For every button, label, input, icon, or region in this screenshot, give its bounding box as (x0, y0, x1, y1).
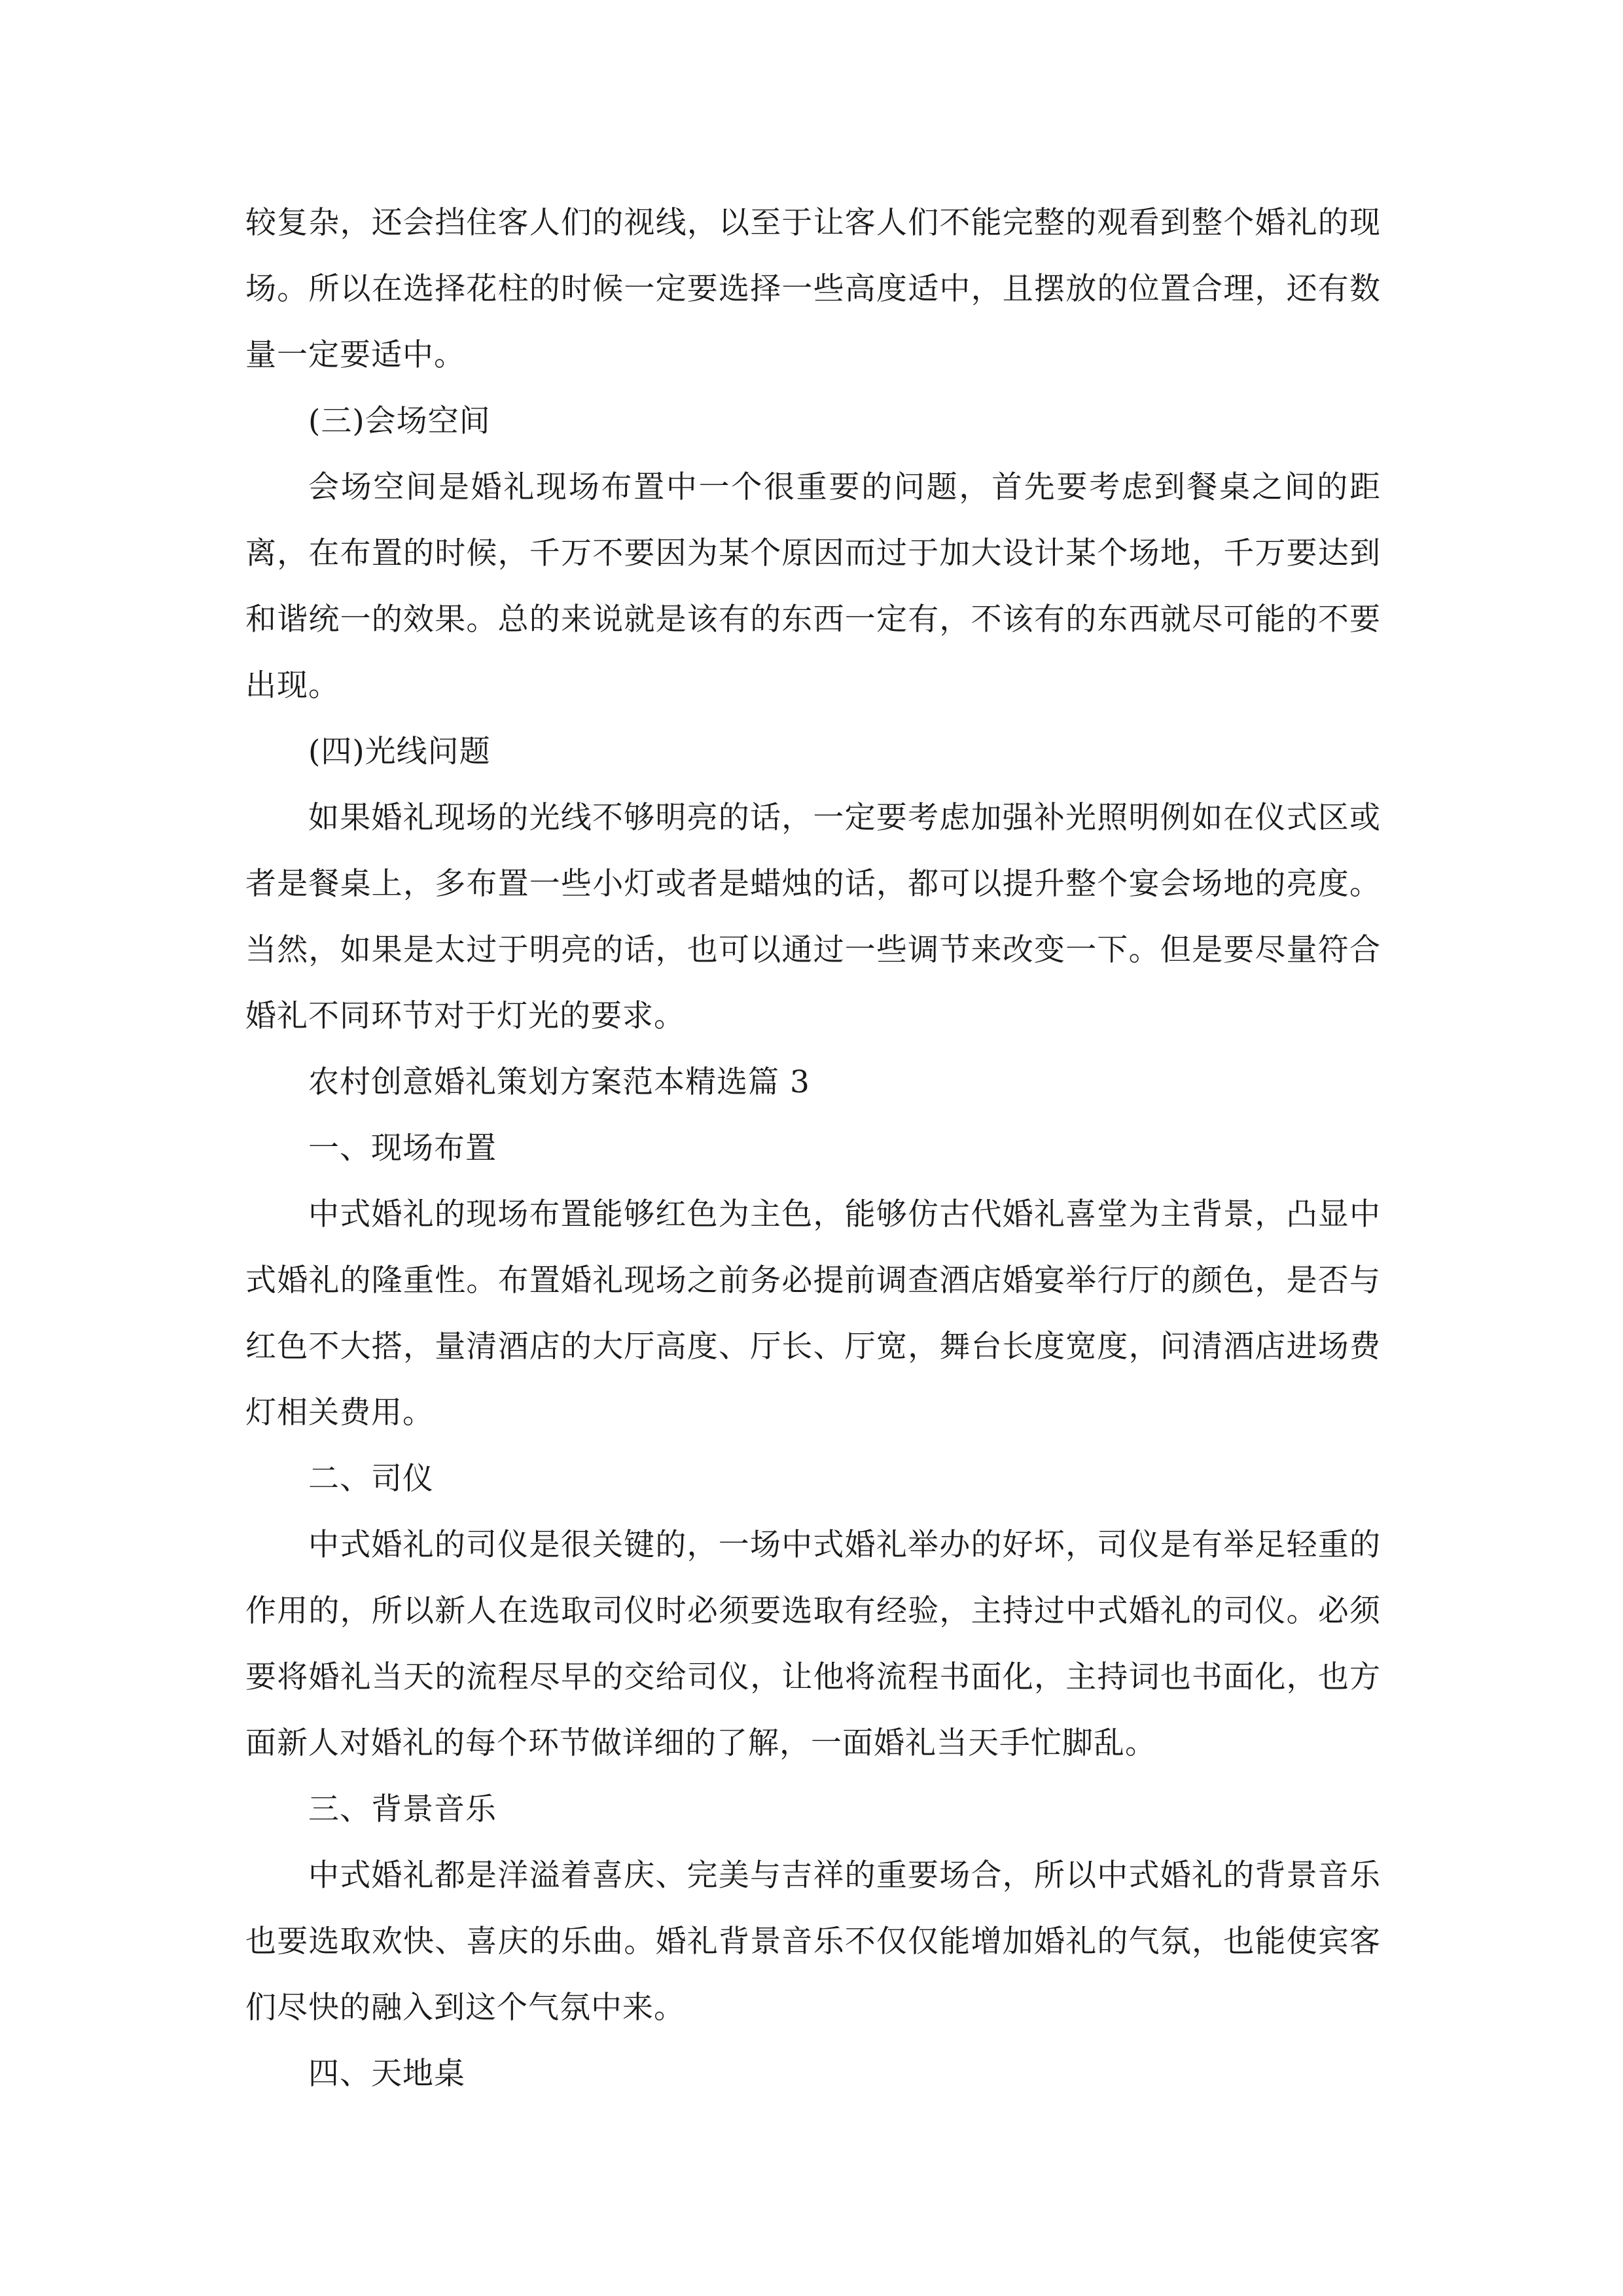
article-title: 农村创意婚礼策划方案范本精选篇 3 (308, 1064, 810, 1100)
section-paragraph-venue-space: 会场空间是婚礼现场布置中一个很重要的问题，首先要考虑到餐桌之间的距离，在布置的时候，千万不要因为某个原因而过于加大设计某个场地，千万要达到和谐统一的效果。总的来说就是该有的东西一定有，不该有的东西就尽可能的不要出现。 (245, 469, 1381, 704)
part-paragraph-music: 中式婚礼都是洋溢着喜庆、完美与吉祥的重要场合，所以中式婚礼的背景音乐也要选取欢快、喜庆的乐曲。婚礼背景音乐不仅仅能增加婚礼的气氛，也能使宾客们尽快的融入到这个气氛中来。 (245, 1857, 1381, 2026)
document-body (245, 190, 1381, 2107)
part-heading-altar-table: 四、天地桌 (308, 2056, 465, 2092)
section-heading-venue-space: (三)会场空间 (308, 403, 491, 439)
part-heading-music: 三、背景音乐 (308, 1791, 497, 1827)
part-heading-decoration: 一、现场布置 (308, 1130, 497, 1166)
part-paragraph-decoration: 中式婚礼的现场布置能够红色为主色，能够仿古代婚礼喜堂为主背景，凸显中式婚礼的隆重性。布置婚礼现场之前务必提前调查酒店婚宴举行厅的颜色，是否与红色不大搭，量清酒店的大厅高度、厅长、厅宽，舞台长度宽度，问清酒店进场费灯相关费用。 (245, 1196, 1381, 1431)
section-paragraph-lighting: 如果婚礼现场的光线不够明亮的话，一定要考虑加强补光照明例如在仪式区或者是餐桌上，多布置一些小灯或者是蜡烛的话，都可以提升整个宴会场地的亮度。当然，如果是太过于明亮的话，也可以通过一些调节来改变一下。但是要尽量符合婚礼不同环节对于灯光的要求。 (245, 800, 1381, 1034)
part-paragraph-host: 中式婚礼的司仪是很关键的，一场中式婚礼举办的好坏，司仪是有举足轻重的作用的，所以新人在选取司仪时必须要选取有经验，主持过中式婚礼的司仪。必须要将婚礼当天的流程尽早的交给司仪，让他将流程书面化，主持词也书面化，也方面新人对婚礼的每个环节做详细的了解，一面婚礼当天手忙脚乱。 (245, 1527, 1381, 1761)
continued-paragraph: 较复杂，还会挡住客人们的视线，以至于让客人们不能完整的观看到整个婚礼的现场。所以在选择花柱的时候一定要选择一些高度适中，且摆放的位置合理，还有数量一定要适中。 (245, 205, 1381, 373)
part-heading-host: 二、司仪 (308, 1461, 434, 1497)
section-heading-lighting: (四)光线问题 (308, 734, 491, 770)
